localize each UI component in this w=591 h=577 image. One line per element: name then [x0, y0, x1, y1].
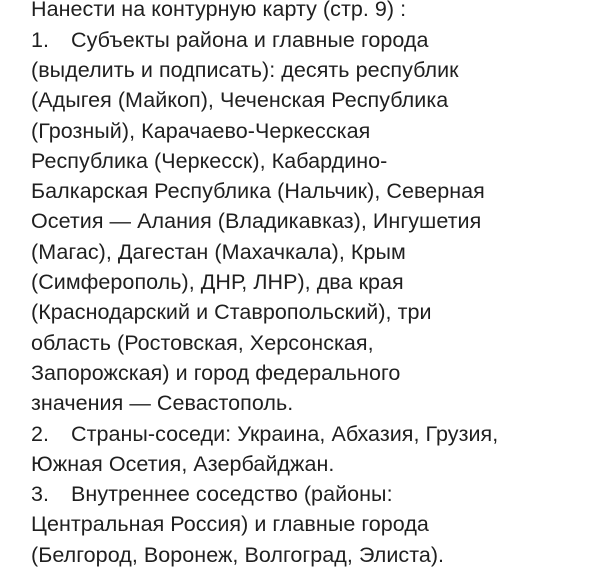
list-item-1-line-13: значения — Севастополь.	[31, 391, 294, 415]
list-item-1-line-4: (Грозный), Карачаево-Черкесская	[31, 119, 371, 143]
list-item-1-line-9: (Симферополь), ДНР, ЛНР), два края	[31, 270, 404, 294]
list-item-1-line-8: (Магас), Дагестан (Махачкала), Крым	[31, 240, 406, 264]
list-item-1-line-2: (выделить и подписать): десять республик	[31, 58, 459, 82]
list-item-1-line-7: Осетия — Алания (Владикавказ), Ингушетия	[31, 209, 482, 233]
list-item-1-line-10: (Краснодарский и Ставропольский), три	[31, 300, 432, 324]
list-item-text: Внутреннее соседство (районы:	[71, 482, 393, 506]
list-item-1-line-1	[31, 25, 429, 55]
list-item-1-line-6: Балкарская Республика (Нальчик), Северная	[31, 179, 485, 203]
list-item-3-line-2: Центральная Россия) и главные города	[31, 512, 429, 536]
list-item-text: Страны-соседи: Украина, Абхазия, Грузия,	[71, 422, 499, 446]
list-item-2-line-1	[31, 419, 498, 449]
list-item-2-line-2: Южная Осетия, Азербайджан.	[31, 452, 335, 476]
list-item-3-line-3: (Белгород, Воронеж, Волгоград, Элиста).	[31, 543, 445, 567]
list-item-1-line-5: Республика (Черкесск), Кабардино-	[31, 149, 388, 173]
list-item-number: 2.	[31, 422, 50, 446]
list-item-1-line-11: область (Ростовская, Херсонская,	[31, 331, 374, 355]
list-item-text: Субъекты района и главные города	[71, 28, 429, 52]
list-item-number: 3.	[31, 482, 50, 506]
list-item-1-line-12: Запорожская) и город федерального	[31, 361, 401, 385]
list-item-3-line-1	[31, 479, 393, 509]
list-item-1-line-3: (Адыгея (Майкоп), Чеченская Республика	[31, 88, 449, 112]
list-item-number: 1.	[31, 28, 50, 52]
document-heading: Нанести на контурную карту (стр. 9) :	[31, 0, 407, 21]
